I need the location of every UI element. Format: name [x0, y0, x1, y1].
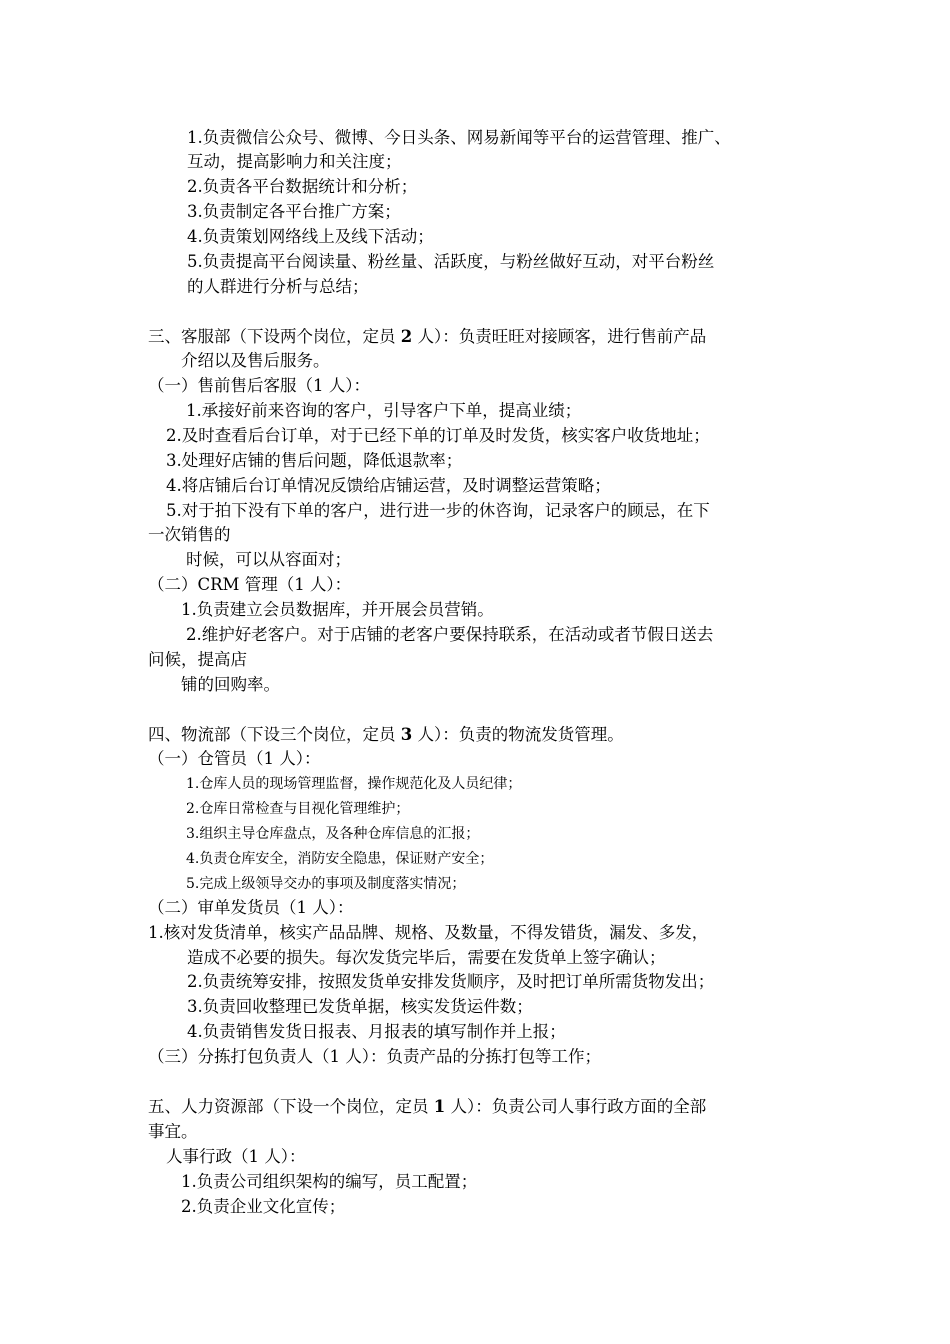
- subsection-heading: （二）CRM 管理（1 人）：: [148, 575, 352, 594]
- text-line: 1.仓库人员的现场管理监督，操作规范化及人员纪律；: [186, 776, 522, 792]
- text-line: 4.负责销售发货日报表、月报表的填写制作并上报；: [187, 1022, 566, 1041]
- text-line: 的人群进行分析与总结；: [187, 277, 369, 296]
- text-line: 2.维护好老客户。对于店铺的老客户要保持联系，在活动或者节假日送去: [186, 625, 714, 644]
- subsection-heading: （二）审单发货员（1 人）：: [148, 898, 354, 917]
- text-line: 一次销售的: [148, 525, 231, 544]
- text-line: 1.负责公司组织架构的编写，员工配置；: [181, 1172, 478, 1191]
- subsection-heading: （三）分拣打包负责人（1 人）：负责产品的分拣打包等工作；: [148, 1047, 601, 1066]
- text-line: 事宜。: [148, 1122, 198, 1141]
- text-line: 造成不必要的损失。每次发货完毕后，需要在发货单上签字确认；: [187, 948, 666, 967]
- text-line: 2.负责企业文化宣传；: [181, 1197, 346, 1216]
- text-line: 3.负责回收整理已发货单据，核实发货运件数；: [187, 997, 533, 1016]
- text-line: 5.完成上级领导交办的事项及制度落实情况；: [186, 876, 466, 892]
- section-heading: 四、物流部（下设三个岗位，定员 3 人）：负责的物流发货管理。: [148, 725, 624, 744]
- text-line: 2.负责统筹安排，按照发货单安排发货顺序，及时把订单所需货物发出；: [187, 972, 715, 991]
- text-line: 1.负责建立会员数据库，并开展会员营销。: [181, 600, 494, 619]
- text-line: 铺的回购率。: [181, 675, 280, 694]
- subsection-heading: （一）售前售后客服（1 人）：: [148, 376, 370, 395]
- text-line: 4.负责仓库安全，消防安全隐患，保证财产安全；: [186, 851, 494, 867]
- text-line: 5.对于拍下没有下单的客户，进行进一步的休咨询，记录客户的顾忌，在下: [166, 501, 710, 520]
- subsection-heading: 人事行政（1 人）：: [166, 1147, 306, 1166]
- text-line: 1.核对发货清单，核实产品品牌、规格、及数量，不得发错货，漏发、多发，: [148, 923, 709, 942]
- text-line: 3.组织主导仓库盘点，及各种仓库信息的汇报；: [186, 826, 480, 842]
- text-line: 4.负责策划网络线上及线下活动；: [187, 227, 434, 246]
- text-line: 2.仓库日常检查与目视化管理维护；: [186, 801, 410, 817]
- text-line: 介绍以及售后服务。: [181, 351, 330, 370]
- text-line: 问候，提高店: [148, 650, 247, 669]
- text-line: 5.负责提高平台阅读量、粉丝量、活跃度，与粉丝做好互动，对平台粉丝: [187, 252, 715, 271]
- section-heading: 三、客服部（下设两个岗位，定员 2 人）：负责旺旺对接顾客，进行售前产品: [148, 327, 707, 346]
- section-heading: 五、人力资源部（下设一个岗位，定员 1 人）：负责公司人事行政方面的全部: [148, 1097, 707, 1116]
- text-line: 3.负责制定各平台推广方案；: [187, 202, 401, 221]
- text-line: 3.处理好店铺的售后问题，降低退款率；: [166, 451, 463, 470]
- text-line: 时候，可以从容面对；: [186, 550, 351, 569]
- subsection-heading: （一）仓管员（1 人）：: [148, 749, 321, 768]
- text-line: 互动，提高影响力和关注度；: [187, 152, 402, 171]
- text-line: 2.及时查看后台订单，对于已经下单的订单及时发货，核实客户收货地址；: [166, 426, 710, 445]
- text-line: 2.负责各平台数据统计和分析；: [187, 177, 418, 196]
- text-line: 1.负责微信公众号、微博、今日头条、网易新闻等平台的运营管理、推广、: [187, 128, 731, 147]
- text-line: 4.将店铺后台订单情况反馈给店铺运营，及时调整运营策略；: [166, 476, 611, 495]
- text-line: 1.承接好前来咨询的客户，引导客户下单，提高业绩；: [186, 401, 582, 420]
